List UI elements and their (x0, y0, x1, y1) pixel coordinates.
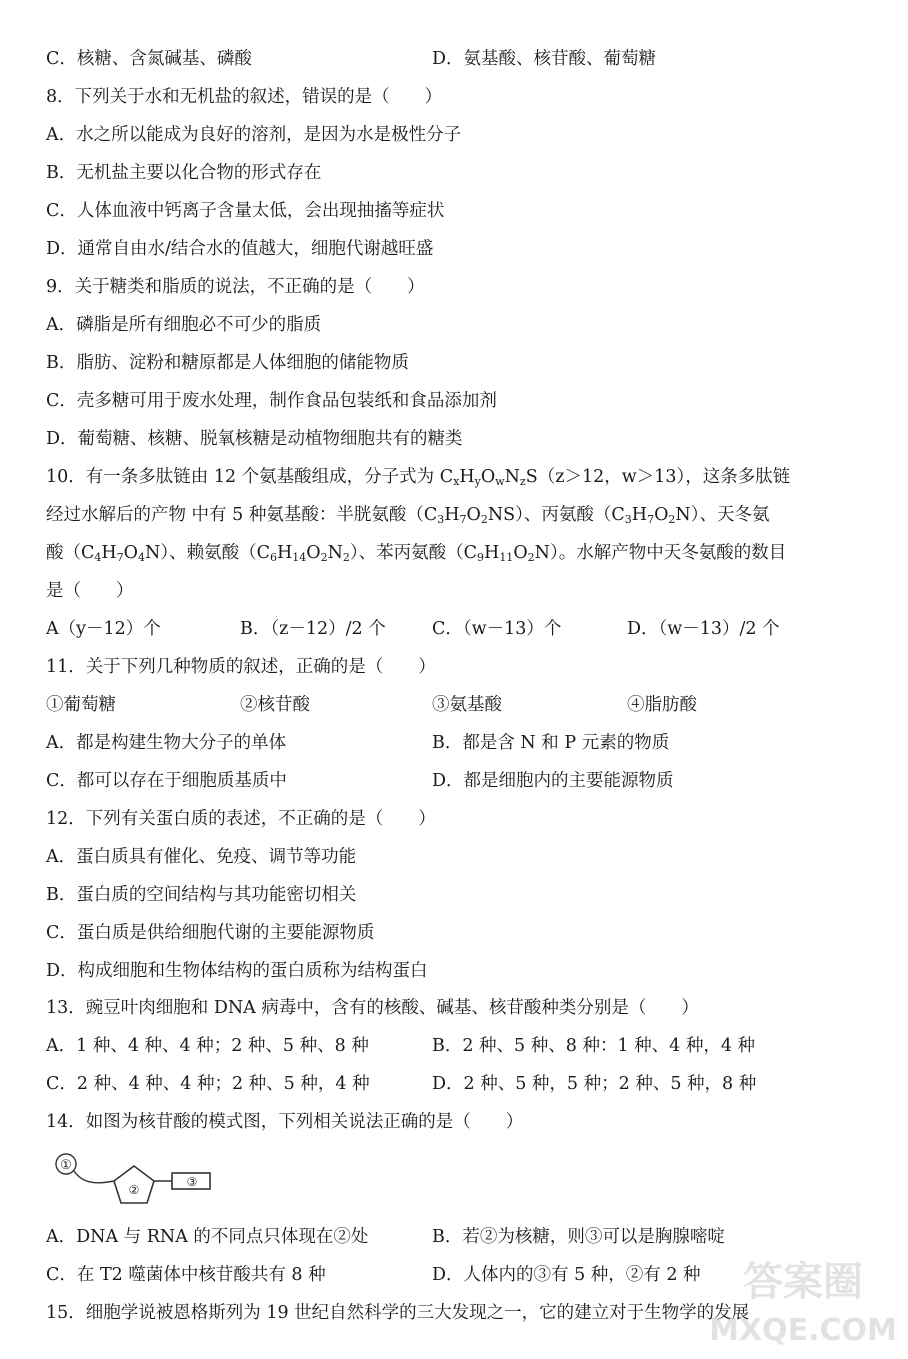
q7-option-c: C．核糖、含氮碱基、磷酸 (46, 49, 252, 69)
q9-option-c: C．壳多糖可用于废水处理，制作食品包装纸和食品添加剂 (46, 391, 497, 411)
q11-option-b: B．都是含 N 和 P 元素的物质 (432, 733, 670, 753)
q12-stem: 12．下列有关蛋白质的表述，不正确的是（ ） (46, 809, 436, 829)
q10-option-d: D．（w－13）/2 个 (627, 619, 780, 639)
q15-stem: 15．细胞学说被恩格斯列为 19 世纪自然科学的三大发现之一，它的建立对于生物学的发展 (46, 1303, 750, 1323)
q10-stem-line-1: 10．有一条多肽链由 12 个氨基酸组成，分子式为 $C_xH_yO_wN_zS(z>12$，w＞13），这条多肽链 (46, 467, 791, 488)
q11-item-4: ④脂肪酸 (627, 695, 697, 715)
watermark-logo (708, 1245, 898, 1355)
q13-option-a: A．1 种、4 种、4 种；2 种、5 种、8 种 (46, 1036, 369, 1056)
q10-stem-line-4: 是（ ） (46, 581, 134, 601)
q12-option-b: B．蛋白质的空间结构与其功能密切相关 (46, 885, 357, 905)
q14-option-a: A．DNA 与 RNA 的不同点只体现在②处 (46, 1227, 369, 1247)
q11-item-2: ②核苷酸 (240, 695, 310, 715)
fig-label-3: ③ (186, 1175, 198, 1189)
q9-option-d: D．葡萄糖、核糖、脱氧核糖是动植物细胞共有的糖类 (46, 429, 463, 449)
q11-option-c: C．都可以存在于细胞质基质中 (46, 771, 287, 791)
q14-stem: 14．如图为核苷酸的模式图，下列相关说法正确的是（ ） (46, 1112, 524, 1132)
q13-option-c: C．2 种、4 种、4 种；2 种、5 种，4 种 (46, 1074, 370, 1094)
q10-stem-line-3: 酸$(C_4H_7O_4N)$、赖氨酸$(C_6H_{14}O_2N_2)$、苯丙氨酸$(C_9H_{11}O_2N)$。水解产物中天冬氨酸的数目 (46, 543, 787, 564)
q8-option-d: D．通常自由水/结合水的值越大，细胞代谢越旺盛 (46, 239, 434, 259)
watermark-text-en: MXQE.COM (709, 1313, 897, 1348)
q12-option-c: C．蛋白质是供给细胞代谢的主要能源物质 (46, 923, 375, 943)
q14-option-b: B．若②为核糖，则③可以是胸腺嘧啶 (432, 1227, 725, 1247)
q10-option-b: B．（z－12）/2 个 (240, 619, 386, 639)
fig-label-2: ② (128, 1183, 140, 1197)
q9-stem: 9．关于糖类和脂质的说法，不正确的是（ ） (46, 277, 425, 297)
phosphate-bond (74, 1171, 108, 1183)
q8-option-a: A．水之所以能成为良好的溶剂，是因为水是极性分子 (46, 125, 462, 145)
q11-item-3: ③氨基酸 (432, 695, 502, 715)
q14-option-c: C．在 T2 噬菌体中核苷酸共有 8 种 (46, 1265, 326, 1285)
q10-stem-line-2: 经过水解后的产物 中有 5 种氨基酸：半胱氨酸$(C_3H_7O_2NS)$、丙氨酸$(C_3H_7O_2N)$、天冬氨 (46, 505, 770, 526)
fig-label-1: ① (60, 1158, 72, 1173)
watermark-text-cn: 答案圈 (743, 1259, 863, 1305)
q11-stem: 11．关于下列几种物质的叙述，正确的是（ ） (46, 657, 436, 677)
q11-option-d: D．都是细胞内的主要能源物质 (432, 771, 674, 791)
nucleotide-diagram (52, 1148, 222, 1208)
q9-option-b: B．脂肪、淀粉和糖原都是人体细胞的储能物质 (46, 353, 409, 373)
q12-option-a: A．蛋白质具有催化、免疫、调节等功能 (46, 847, 357, 867)
q8-option-c: C．人体血液中钙离子含量太低，会出现抽搐等症状 (46, 201, 445, 221)
q10-option-c: C．（w－13）个 (432, 619, 562, 639)
q9-option-a: A．磷脂是所有细胞必不可少的脂质 (46, 315, 322, 335)
q11-item-1: ①葡萄糖 (46, 695, 116, 715)
q11-option-a: A．都是构建生物大分子的单体 (46, 733, 287, 753)
q14-option-d: D．人体内的③有 5 种，②有 2 种 (432, 1265, 701, 1285)
q8-stem: 8．下列关于水和无机盐的叙述，错误的是（ ） (46, 87, 443, 107)
q10-option-a: A（y－12）个 (46, 619, 161, 639)
q13-option-b: B．2 种、5 种、8 种：1 种、4 种，4 种 (432, 1036, 756, 1056)
q13-stem: 13．豌豆叶肉细胞和 DNA 病毒中，含有的核酸、碱基、核苷酸种类分别是（ ） (46, 998, 699, 1018)
q7-option-d: D．氨基酸、核苷酸、葡萄糖 (432, 49, 657, 69)
q13-option-d: D．2 种、5 种，5 种；2 种、5 种，8 种 (432, 1074, 757, 1094)
q12-option-d: D．构成细胞和生物体结构的蛋白质称为结构蛋白 (46, 961, 428, 981)
q8-option-b: B．无机盐主要以化合物的形式存在 (46, 163, 322, 183)
